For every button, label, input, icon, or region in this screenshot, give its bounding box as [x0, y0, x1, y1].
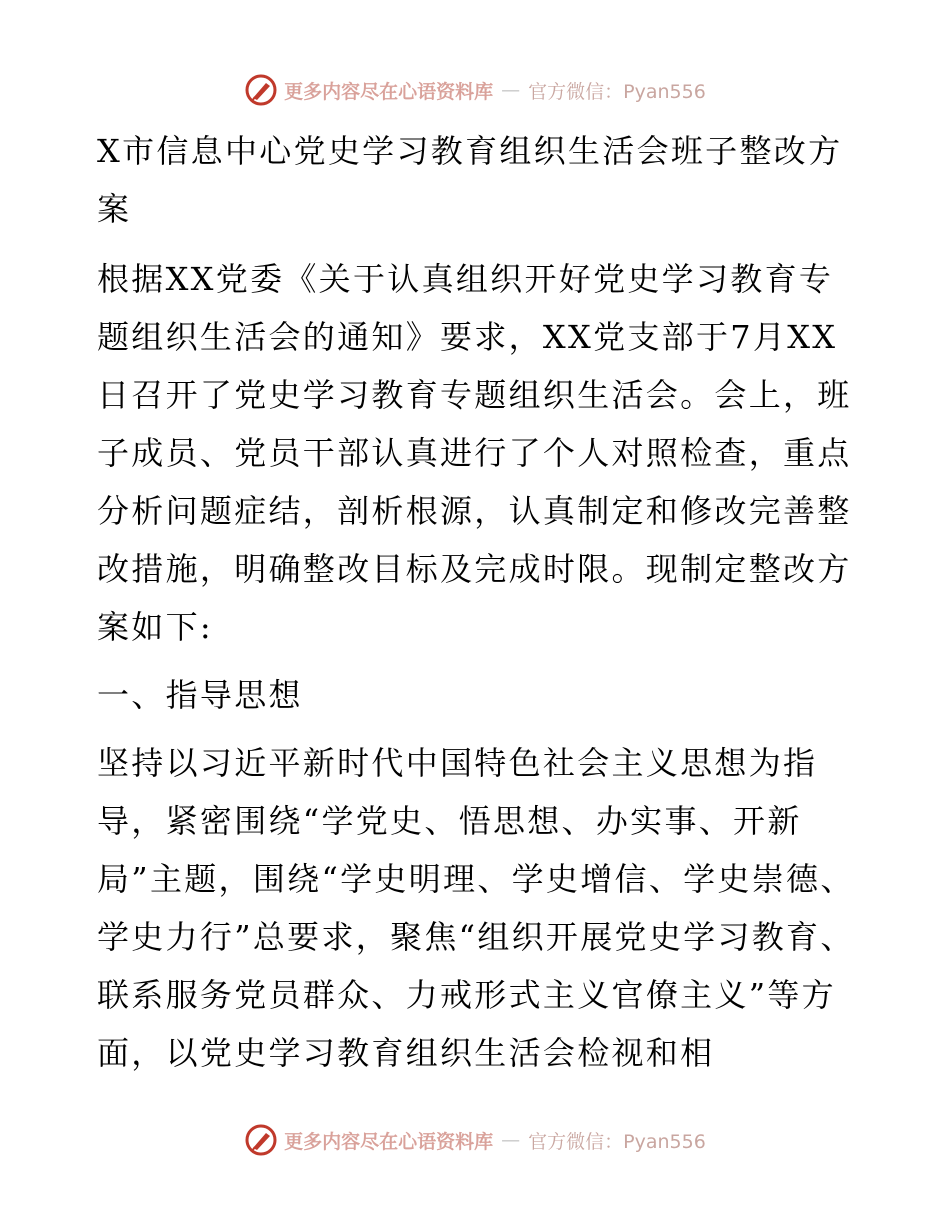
section-heading-guiding-ideology: 一、指导思想: [97, 676, 303, 714]
watermark-separator: —: [501, 1129, 521, 1151]
watermark-banner-top: [0, 70, 950, 110]
watermark-banner-bottom: [0, 1120, 950, 1160]
quill-pen-icon: [244, 73, 278, 107]
watermark-contact-text: 官方微信：Pyan556: [528, 1130, 706, 1153]
document-body: [97, 122, 857, 1082]
quill-pen-icon: [244, 1123, 278, 1157]
paragraph-guiding-ideology: 坚持以习近平新时代中国特色社会主义思想为指导，紧密围绕“学党史、悟思想、办实事、开新局”主题，围绕“学史明理、学史增信、学史崇德、学史力行”总要求，聚焦“组织开展党史学习教育、联系服务党员群众、力戒形式主义官僚主义”等方面，以党史学习教育组织生活会检视和相: [97, 744, 855, 1072]
watermark-site-text: 更多内容尽在心语资料库: [284, 1130, 494, 1153]
document-title: X市信息中心党史学习教育组织生活会班子整改方案: [97, 132, 843, 228]
watermark-site-text: 更多内容尽在心语资料库: [284, 80, 494, 103]
watermark-separator: —: [501, 79, 521, 101]
watermark-contact-text: 官方微信：Pyan556: [528, 80, 706, 103]
paragraph-intro: 根据XX党委《关于认真组织开好党史学习教育专题组织生活会的通知》要求，XX党支部于7月XX日召开了党史学习教育专题组织生活会。会上，班子成员、党员干部认真进行了个人对照检查，重点分析问题症结，剖析根源，认真制定和修改完善整改措施，明确整改目标及完成时限。现制定整改方案如下:: [97, 260, 852, 646]
